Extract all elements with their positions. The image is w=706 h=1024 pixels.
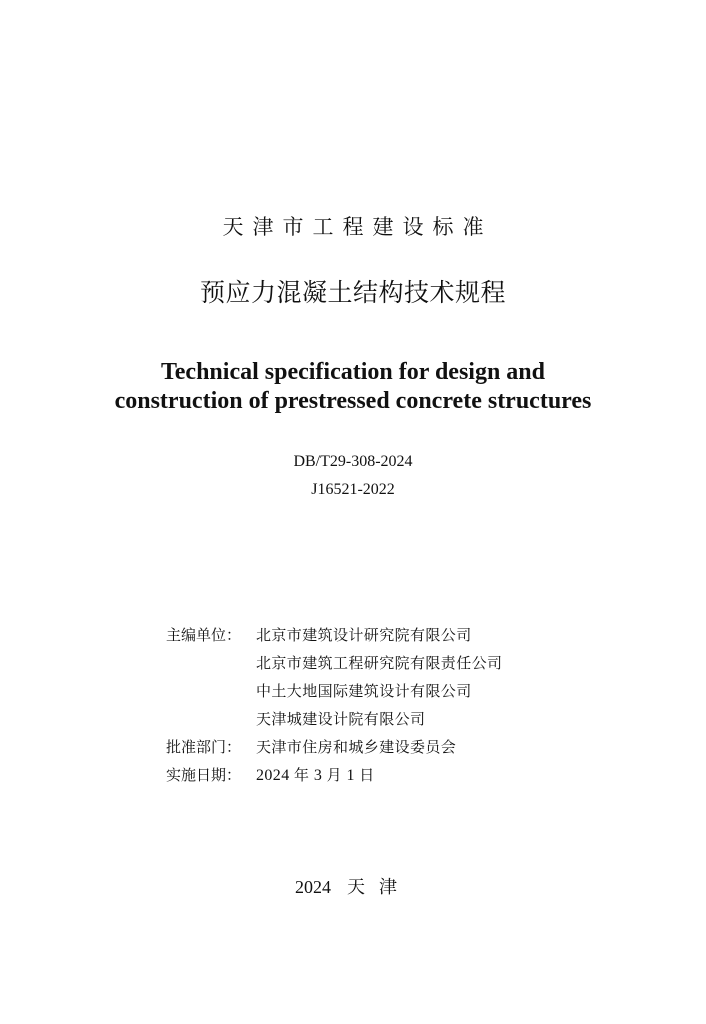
approval-row (166, 733, 502, 761)
effective-year: 2024 (256, 767, 290, 784)
standard-number: DB/T29-308-2024 (293, 453, 413, 470)
english-title (0, 358, 706, 416)
english-title-line-1: Technical specification for design and (160, 359, 546, 385)
record-number: J16521-2022 (311, 481, 395, 498)
chief-editor-row (166, 677, 502, 705)
effective-date-row (166, 761, 502, 789)
publication-info (166, 621, 502, 789)
chief-editor-row (166, 621, 502, 649)
chief-editor-4: 天津城建设计院有限公司 (256, 710, 426, 728)
series-title: 天津市工程建设标准 (222, 215, 493, 239)
effective-day-unit: 日 (359, 766, 375, 784)
chief-editor-row (166, 649, 502, 677)
chief-editor-label: 主编单位： (166, 626, 242, 644)
effective-date (256, 761, 375, 789)
chief-editor-1: 北京市建筑设计研究院有限公司 (256, 626, 472, 644)
effective-month: 3 (313, 767, 323, 784)
approval-department: 天津市住房和城乡建设委员会 (256, 738, 457, 756)
chinese-title: 预应力混凝土结构技术规程 (199, 278, 506, 307)
publication-footer (0, 874, 706, 901)
english-title-line-2: construction of prestressed concrete structures (114, 388, 592, 414)
approval-label: 批准部门： (166, 738, 242, 756)
publication-city: 天津 (347, 877, 411, 898)
effective-month-unit: 月 (326, 766, 343, 784)
publication-year: 2024 (295, 877, 331, 897)
chief-editor-2: 北京市建筑工程研究院有限责任公司 (256, 654, 503, 672)
effective-year-unit: 年 (294, 766, 310, 784)
chief-editor-3: 中土大地国际建筑设计有限公司 (256, 682, 472, 700)
effective-date-label: 实施日期： (166, 766, 242, 784)
effective-day: 1 (346, 767, 355, 784)
chief-editor-row (166, 705, 502, 733)
